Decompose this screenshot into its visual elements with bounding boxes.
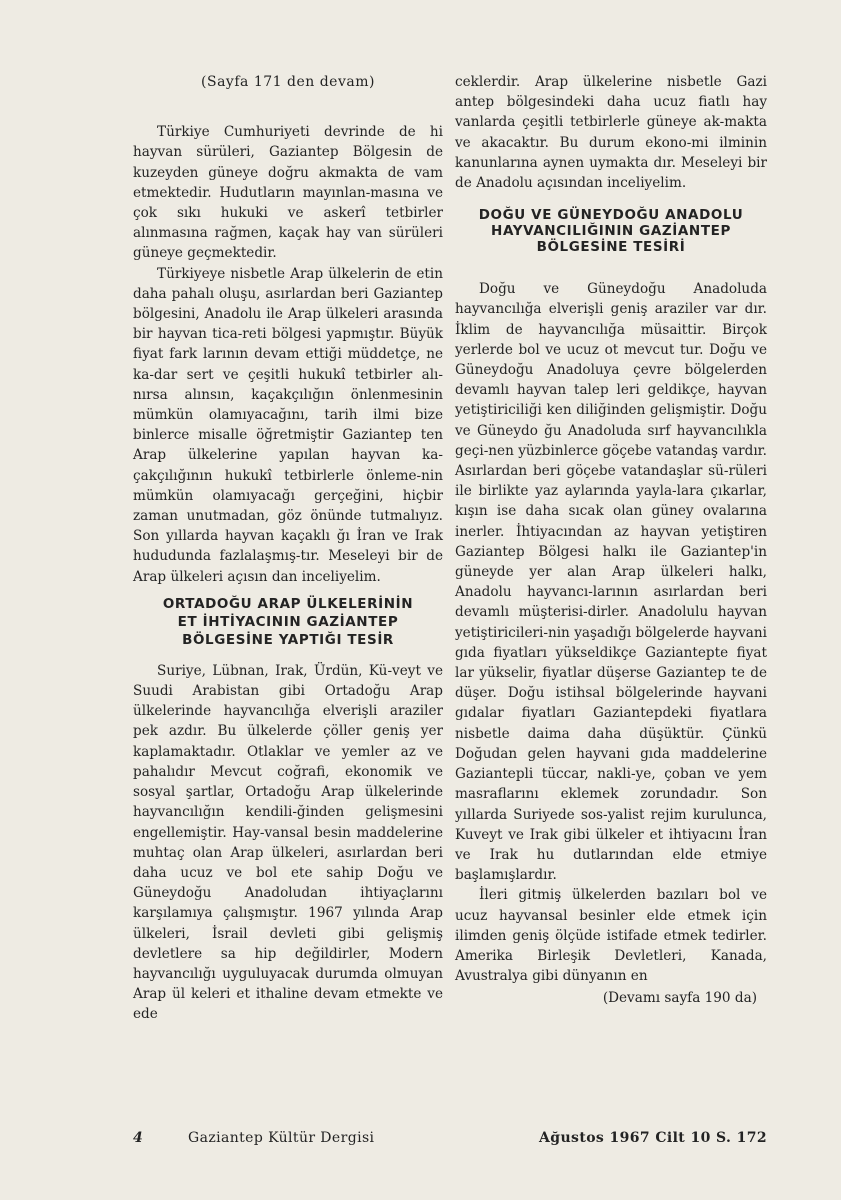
right-column (455, 72, 767, 1009)
paragraph: ceklerdir. Arap ülkelerine nisbetle Gazi antep bölgesindeki daha ucuz fiatlı hay vanlarda çeşitli tetbirlerle güneye ak-makta ve akacaktır. Bu durum ekono-mi ilminin kanunlarına aynen uymakta dır. Meseleyi bir de Anadolu açısından inceliyelim. (455, 74, 767, 192)
paragraph: Doğu ve Güneydoğu Anadoluda hayvancılığa elverişli geniş araziler var dır. İklim de hayvancılığa müsaittir. Birçok yerlerde bol ve ucuz ot mevcut tur. Doğu ve Güneydoğu Anadoluya çevre bölgelerden devamlı hayvan talep leri geldikçe, hayvan yetiştiriciliği ken diliğinden gelişmiştir. Doğu ve Güneydo ğu Anadoluda sırf hayvancılıkla geçi-nen yüzbinlerce göçebe vatandaş vardır. Asırlardan beri göçebe vatandaşlar sü-rüleri ile birlikte yaz aylarında yayla-lara çıkarlar, kışın ise daha sıcak olan güney ovalarına inerler. İhtiyacından az hayvan yetiştiren Gaziantep Bölgesi halkı ile Gaziantep'in güneyde yer alan Arap ülkeleri halkı, Anadolu hayvancı-larının asırlardan beri devamlı müşterisi-dirler. Anadolulu hayvan yetiştiricileri-nin yaşadığı bölgelerde hayvani gıda fiyatları yükseldikçe Gaziantepte fiyat lar yükselir, fiyatlar düşerse Gaziantep te de düşer. Doğu istihsal bölgelerinde hayvani gıdalar fiyatları Gaziantepdeki fiyatlara nisbetle daima daha düşüktür. Çünkü Doğudan gelen hayvani gıda maddelerine Gaziantepli tüccar, nakli-ye, çoban ve yem masraflarını eklemek zorundadır. Son yıllarda Suriyede sos-yalist rejim kurulunca, Kuveyt ve Irak gibi ülkeler et ihtiyacını İran ve Irak hu dutlarından elde etmiye başlamışlardır. (455, 281, 767, 884)
issue-info: Ağustos 1967 Cilt 10 S. 172 (539, 1130, 767, 1146)
continued-note: (Devamı sayfa 190 da) (602, 990, 757, 1007)
section-heading-east-anatolia-livestock (455, 207, 767, 255)
left-column (133, 72, 443, 1025)
heading-line: ORTADOĞU ARAP ÜLKELERİNİN (162, 595, 414, 612)
paragraph: Suriye, Lübnan, Irak, Ürdün, Kü-veyt ve Suudi Arabistan gibi Ortadoğu Arap ülkelerinde hayvancılığa elverişli araziler pek azdır. Bu ülkelerde çöller geniş yer kaplamaktadır. Otlaklar ve yemler az ve pahalıdır Mevcut coğrafi, ekonomik ve sosyal şartlar, Ortadoğu Arap ülkelerinde hayvancılığın kendili-ğinden gelişmesini engellemiştir. Hay-vansal besin maddelerine muhtaç olan Arap ülkeleri, asırlardan beri daha ucuz ve bol ete sahip Doğu ve Güneydoğu Anadoludan ihtiyaçlarını karşılamıya çalışmıştır. 1967 yılında Arap ülkeleri, İsrail devleti gibi gelişmiş devletlere sa hip değildirler, Modern hayvancılığı uyguluyacak durumda olmuyan Arap ül keleri et ithaline devam etmekte ve ede (133, 662, 443, 1023)
paragraph: Türkiyeye nisbetle Arap ülkelerin de etin daha pahalı oluşu, asırlardan beri Gaziantep bölgesini, Anadolu ile Arap ülkeleri arasında bir hayvan tica-reti bölgesi yapmıştır. Büyük fiyat fark larının devam ettiği müddetçe, ne ka-dar sert ve çeşitli hukukî tetbirler alı-nırsa alınsın, kaçakçılığın önlenmesinin mümkün olamıyacağını, tarih ilmi bize binlerce misalle öğretmiştir Gaziantep ten Arap ülkelerine yapılan hayvan ka-çakçılığının hukukî tetbirlerle önleme-nin mümkün olamıyacağı gerçeğini, hiçbir zaman unutmadan, göz önünde tutmalıyız. Son yıllarda hayvan kaçaklı ğı İran ve Irak hududunda fazlalaşmış-tır. Meseleyi bir de Arap ülkeleri açısın dan inceliyelim. (133, 265, 443, 585)
continuation-note: (Sayfa 171 den devam) (201, 74, 375, 90)
heading-line: BÖLGESİNE YAPTIĞI TESİR (182, 631, 394, 648)
paragraph: İleri gitmiş ülkelerden bazıları bol ve ucuz hayvansal besinler elde etmek için ilimden geniş ölçüde istifade etmek tedirler. Amerika Birleşik Devletleri, Kanada, Avustralya gibi dünyanın en (455, 887, 767, 985)
heading-line: ET İHTİYACININ GAZİANTEP (177, 613, 399, 630)
magazine-title: Gaziantep Kültür Dergisi (188, 1130, 375, 1146)
page-number: 4 (133, 1130, 144, 1146)
heading-line: BÖLGESİNE TESİRİ (536, 239, 686, 256)
heading-line: HAYVANCILIĞININ GAZİANTEP (491, 223, 731, 240)
section-heading-arab-meat-demand (133, 595, 443, 649)
heading-line: DOĞU VE GÜNEYDOĞU ANADOLU (478, 207, 744, 224)
paragraph: Türkiye Cumhuriyeti devrinde de hi hayvan sürüleri, Gaziantep Bölgesin de kuzeyden güneye doğru akmakta de vam etmektedir. Hudutların mayınlan-masına ve çok sıkı hukuki ve askerî tetbirler alınmasına rağmen, kaçak hay van sürüleri güneye geçmektedir. (133, 124, 443, 262)
